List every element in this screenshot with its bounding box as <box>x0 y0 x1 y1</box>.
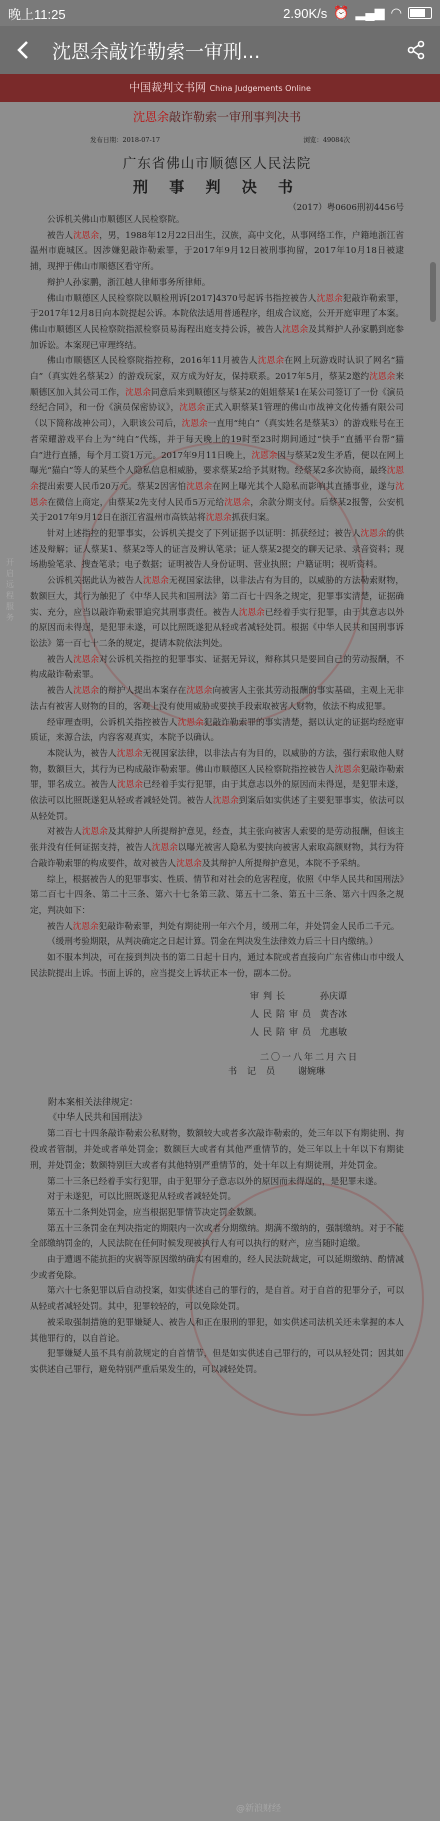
site-banner <box>0 74 440 102</box>
judgment-date: 二〇一八年二月六日 <box>260 1053 360 1064</box>
defendant-name: 沈恩余 <box>181 419 208 430</box>
battery-icon <box>408 7 432 19</box>
paragraph: 如不服本判决，可在接到判决书的第二日起十日内，通过本院或者直接向广东省佛山市中级人民法院提出上诉。书面上诉的，应当提交上诉状正本一份，副本二份。 <box>30 953 404 979</box>
defendant-name: 沈恩余 <box>125 387 152 398</box>
defendant-name: 沈恩余 <box>81 827 108 838</box>
status-time: 晚上11:25 <box>8 6 66 22</box>
case-number: （2017）粤0606刑初4456号 <box>288 203 404 213</box>
defendant-name: 沈恩余 <box>257 356 285 367</box>
wifi-icon: ◠ <box>390 5 402 20</box>
defendant-name: 沈恩余 <box>224 497 251 508</box>
assessor-role: 人民陪审员 <box>250 1028 316 1039</box>
paragraph: 佛山市顺德区人民检察院以顺检刑诉[2017]4370号起诉书指控被告人沈恩余犯敲诈勒索罪，于2017年12月8日向本院提起公诉。本院依法适用普通程序，组成合议庭，公开开庭审理了本案。佛山市顺德区人民检察院指派检察员易海程出庭支持公诉，被告人沈恩余及其辩护人孙家鹏到庭参加诉讼。本案现已审理终结。 <box>30 293 404 351</box>
defendant-name: 沈恩余 <box>360 529 387 540</box>
paragraph: 对被告人沈恩余及其辩护人所提辩护意见，经查，其主张向被害人索要的是劳动报酬，但该主张并没有任何证据支持，被告人沈恩余以曝光被害人隐私为要挟向被害人索取高额财物，其行为符合敲诈勒索罪的构成要件，故对被告人沈恩余及其辩护人所提辩护意见，本院不予采纳。 <box>30 827 404 869</box>
defendant-name: 沈恩余 <box>186 481 213 492</box>
signature-block <box>250 988 404 1042</box>
signal-icon: ▂▄▆ <box>355 5 385 20</box>
paragraph: 综上，根据被告人的犯罪事实、性质、情节和对社会的危害程度，依照《中华人民共和国刑法》第二百七十四条、第二十三条、第六十七条第三款、第五十二条、第五十三条、第六十四条之规定，判决如下： <box>30 874 404 916</box>
assessor-name: 黄杏冰 <box>320 1010 348 1021</box>
paragraph: （缓刑考验期限，从判决确定之日起计算。罚金在判决发生法律效力后三十日内缴纳。） <box>47 937 378 948</box>
document-meta: 发布日期：2018-07-17 浏览：49084次 <box>90 136 350 144</box>
publish-date: 2018-07-17 <box>122 136 160 144</box>
law-paragraph: 被采取强制措施的犯罪嫌疑人、被告人和正在服刑的罪犯，如实供述司法机关还未掌握的本人其他罪行的，以自首论。 <box>30 1317 404 1344</box>
back-arrow-icon[interactable] <box>10 36 38 64</box>
assessor-name: 尤惠敏 <box>320 1028 348 1039</box>
document-header: 沈恩余敲诈勒索一审刑事判决书 <box>132 110 302 124</box>
defendant-name: 沈恩余 <box>316 293 343 304</box>
paragraph: 被告人沈恩余犯敲诈勒索罪，判处有期徒刑一年六个月，缓刑二年，并处罚金人民币二千元。 <box>47 921 400 932</box>
status-bar <box>0 0 440 26</box>
court-name: 广东省佛山市顺德区人民法院 <box>122 156 312 172</box>
defendant-name: 沈恩余 <box>73 230 100 241</box>
paragraph: 被告人沈恩余的辩护人提出本案存在沈恩余向被害人主张其劳动报酬的事实基础，主观上无非法占有被害人财物的目的，客观上没有使用威胁或要挟手段索取被害人财物，依法不构成犯罪。 <box>30 686 404 712</box>
law-paragraph: 犯罪嫌疑人虽不具有前款规定的自首情节，但是如实供述自己罪行的，可以从轻处罚；因其如实供述自己罪行，避免特别严重后果发生的，可以减轻处罚。 <box>30 1349 404 1375</box>
defendant-name: 沈恩余 <box>142 576 169 587</box>
defendant-name: 沈恩余 <box>179 403 206 414</box>
weibo-watermark: @新浪财经 <box>236 1804 282 1814</box>
law-appendix-title: 附本案相关法律规定： <box>48 1098 139 1109</box>
paragraph: 佛山市顺德区人民检察院指控称，2016年11月被告人沈恩余在网上玩游戏时认识了网名“猫白”（真实姓名蔡某2）的游戏玩家，双方成为好友，保持联系。2017年5月，蔡某2邀约沈恩余来顺德区加入其公司工作，沈恩余同意后来到顺德区与蔡某2的姐姐蔡某1在某公司签订了一份《演员经纪合同》，和一份《演员保密协议》，沈恩余正式入职蔡某1管理的佛山市战神文化传播有限公司（以下简称战神公司），入职该公司后，沈恩余一直用“纯白”（真实姓名是蔡某3）的游戏账号在王者荣耀游戏平台上为“纯白”代练，并于每天晚上的19时至23时期间通过“快手”直播平台帮“猫白”进行直播，每个月工资1万元。2017年9月11日晚上，沈恩余因与蔡某2发生矛盾，便以在网上曝光“猫白”等人的某些个人隐私信息相威胁，要求蔡某2给予其财物。经蔡某2多次协商，最终沈恩余提出索要人民币20万元。蔡某2因害怕沈恩余在网上曝光其个人隐私而影响其直播事业，遂与沈恩余在微信上商定，由蔡某2先支付人民币5万元给沈恩余，余款分期支付。后蔡某2报警，公安机关于2017年9月12日在浙江省温州市高铁站将沈恩余抓获归案。 <box>30 356 405 524</box>
law-paragraph: 第五十三条罚金在判决指定的期限内一次或者分期缴纳。期满不缴纳的，强制缴纳。对于不能全部缴纳罚金的，人民法院在任何时候发现被执行人有可以执行的财产，应当随时追缴。 <box>30 1223 404 1250</box>
clerk-name: 谢婉琳 <box>298 1067 326 1078</box>
law-paragraph: 第二百七十四条敲诈勒索公私财物，数额较大或者多次敲诈勒索的，处三年以下有期徒刑、拘役或者管制，并处或者单处罚金；数额巨大或者有其他严重情节的，处三年以上十年以下有期徒刑，并处罚金；数额特别巨大或者有其他特别严重情节的，处十年以上有期徒刑，并处罚金。 <box>30 1129 404 1171</box>
banner-subtitle: China Judgements Online <box>209 84 311 93</box>
alarm-icon: ⏰ <box>333 5 350 20</box>
defendant-name: 沈恩余 <box>177 717 204 728</box>
paragraph: 公诉机关佛山市顺德区人民检察院。 <box>47 215 185 225</box>
defendant-name: 沈恩余 <box>73 686 100 697</box>
network-speed: 2.90K/s <box>283 5 328 21</box>
law-paragraph: 第五十二条判处罚金，应当根据犯罪情节决定罚金数额。 <box>47 1207 262 1218</box>
defendant-name: 沈恩余 <box>369 372 396 383</box>
paragraph: 公诉机关据此认为被告人沈恩余无视国家法律，以非法占有为目的，以威胁的方法勒索财物，数额巨大，其行为触犯了《中华人民共和国刑法》第二百七十四条之规定，犯罪事实清楚，证据确实、充分，应当以敲诈勒索罪追究其刑事责任。被告人沈恩余已经着手实行犯罪，由于其意志以外的原因而未得逞，是犯罪未遂，可以比照既遂犯从轻或者减轻处罚。根据《中华人民共和国刑事诉讼法》第一百七十二条的规定，提请本院依法判处。 <box>30 576 404 649</box>
document-title: 刑 事 判 决 书 <box>133 178 301 196</box>
defendant-name: 沈恩余 <box>176 858 202 869</box>
law-paragraph: 由于遭遇不能抗拒的灾祸等原因缴纳确实有困难的，经人民法院裁定，可以延期缴纳、酌情减少或者免除。 <box>30 1255 404 1281</box>
defendant-name: 沈恩余 <box>132 110 169 124</box>
defendant-name: 沈恩余 <box>72 921 99 932</box>
paragraph: 被告人沈恩余对公诉机关指控的犯罪事实、证据无异议，辩称其只是要回自己的劳动报酬，不构成敲诈勒索罪。 <box>30 654 404 681</box>
defendant-name: 沈恩余 <box>73 654 100 665</box>
defendant-name: 沈恩余 <box>151 843 178 854</box>
defendant-name: 沈恩余 <box>116 748 143 759</box>
view-count: 49084次 <box>322 136 350 144</box>
defendant-name: 沈恩余 <box>186 686 213 697</box>
defendant-name: 沈恩余 <box>282 324 309 335</box>
page-title: 沈恩余敲诈勒索一审刑... <box>52 40 261 63</box>
banner-title: 中国裁判文书网 <box>129 81 207 94</box>
law-name: 《中华人民共和国刑法》 <box>48 1113 148 1124</box>
judgment-document <box>0 102 440 1821</box>
defendant-name: 沈恩余 <box>212 796 239 807</box>
defendant-name: 沈恩余 <box>30 481 404 508</box>
defendant-name: 沈恩余 <box>205 513 232 524</box>
title-bar <box>0 26 440 74</box>
defendant-name: 沈恩余 <box>251 450 278 461</box>
law-paragraph: 对于未遂犯，可以比照既遂犯从轻或者减轻处罚。 <box>47 1192 237 1203</box>
defendant-name: 沈恩余 <box>30 466 404 492</box>
defendant-name: 沈恩余 <box>334 764 361 775</box>
share-icon[interactable] <box>402 36 430 64</box>
paragraph: 辩护人孙家鹏，浙江越人律师事务所律师。 <box>47 277 211 288</box>
judge-name: 孙庆谭 <box>320 992 348 1003</box>
law-paragraph: 第二十三条已经着手实行犯罪，由于犯罪分子意志以外的原因而未得逞的，是犯罪未遂。 <box>47 1176 383 1187</box>
assessor-role: 人民陪审员 <box>250 1010 316 1021</box>
clerk-line: 书记员 谢婉琳 <box>228 1067 326 1078</box>
law-paragraph: 第六十七条犯罪以后自动投案，如实供述自己的罪行的，是自首。对于自首的犯罪分子，可以从轻或者减轻处罚。其中，犯罪较轻的，可以免除处罚。 <box>30 1286 404 1313</box>
defendant-name: 沈恩余 <box>117 780 144 791</box>
judge-role: 审判长 <box>250 992 290 1003</box>
paragraph: 被告人沈恩余，男，1988年12月22日出生，汉族，高中文化，从事网络工作，户籍地浙江省温州市鹿城区。因涉嫌犯敲诈勒索罪，于2017年9月12日被刑事拘留，2017年10月18日被逮捕，现押于佛山市顺德区看守所。 <box>30 230 404 273</box>
paragraph: 针对上述指控的犯罪事实，公诉机关提交了下列证据予以证明：抓获经过；被告人沈恩余的供述及辩解；证人蔡某1、蔡某2等人的证言及辨认笔录；证人蔡某2提交的聊天记录、录音资料；现场勘验笔录、搜查笔录；电子数据；证明被告人身份证明、营业执照；户籍证明；视听资料。 <box>30 529 404 571</box>
paragraph: 经审理查明，公诉机关指控被告人沈恩余犯敲诈勒索罪的事实清楚，据以认定的证据均经庭审质证，来源合法，内容客观真实，本院予以确认。 <box>30 717 404 744</box>
side-watermark: 开启远程服务 <box>6 558 14 622</box>
paragraph: 本院认为，被告人沈恩余无视国家法律，以非法占有为目的，以威胁的方法，强行索取他人财物，数额巨大，其行为已构成敲诈勒索罪。佛山市顺德区人民检察院指控被告人沈恩余犯敲诈勒索罪，罪名成立。被告人沈恩余已经着手实行犯罪，由于其意志以外的原因而未得逞，是犯罪未遂，依法可以比照既遂犯从轻或者减轻处罚。被告人沈恩余到案后如实供述了主要犯罪事实，依法可以从轻处罚。 <box>30 748 404 822</box>
defendant-name: 沈恩余 <box>238 607 265 618</box>
